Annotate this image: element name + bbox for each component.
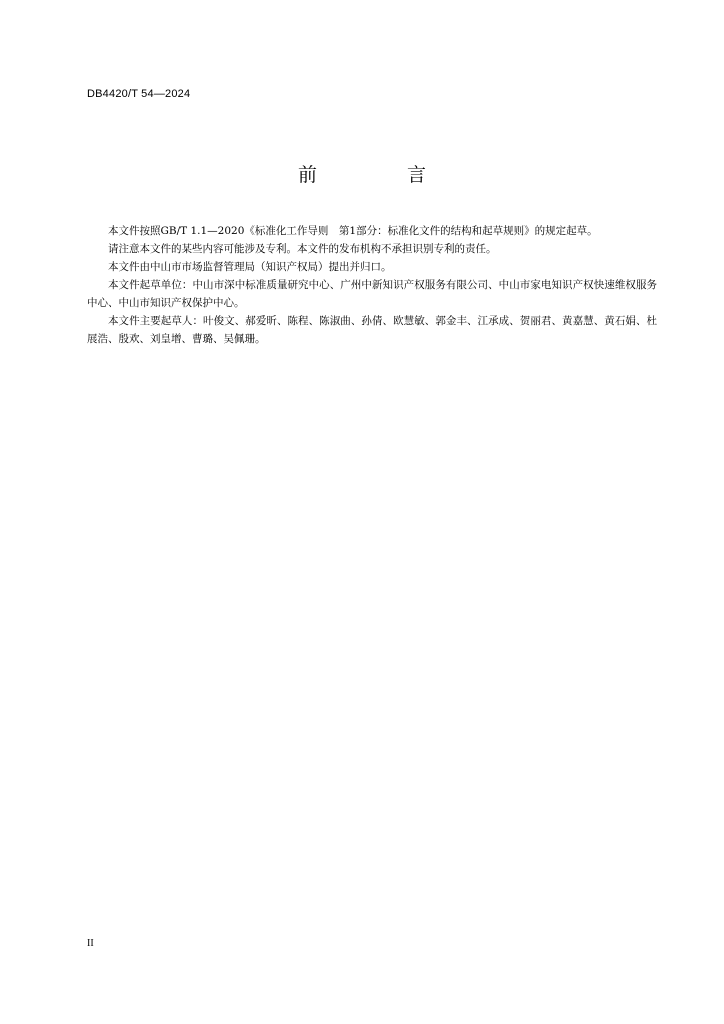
page-number: II [87, 938, 94, 949]
paragraph-drafting-units: 本文件起草单位：中山市深中标准质量研究中心、广州中新知识产权服务有限公司、中山市家电知识产权快速维权服务中心、中山市知识产权保护中心。 [87, 279, 657, 309]
paragraph-proposer: 本文件由中山市市场监督管理局（知识产权局）提出并归口。 [108, 261, 392, 273]
paragraph-patent-notice: 请注意本文件的某些内容可能涉及专利。本文件的发布机构不承担识别专利的责任。 [108, 243, 497, 255]
foreword-body [87, 222, 657, 348]
document-code: DB4420/T 54—2024 [87, 88, 191, 100]
page-title: 前 言 [297, 164, 469, 186]
paragraph-drafters: 本文件主要起草人：叶俊文、郝爱昕、陈程、陈淑曲、孙倩、欧慧敏、郭金丰、江承成、贺丽君、黄嘉慧、黄石娟、杜展浩、殷欢、刘皇增、曹璐、吴佩珊。 [87, 315, 657, 345]
paragraph-drafting-basis: 本文件按照GB/T 1.1—2020《标准化工作导则 第1部分：标准化文件的结构和起草规则》的规定起草。 [108, 225, 598, 237]
